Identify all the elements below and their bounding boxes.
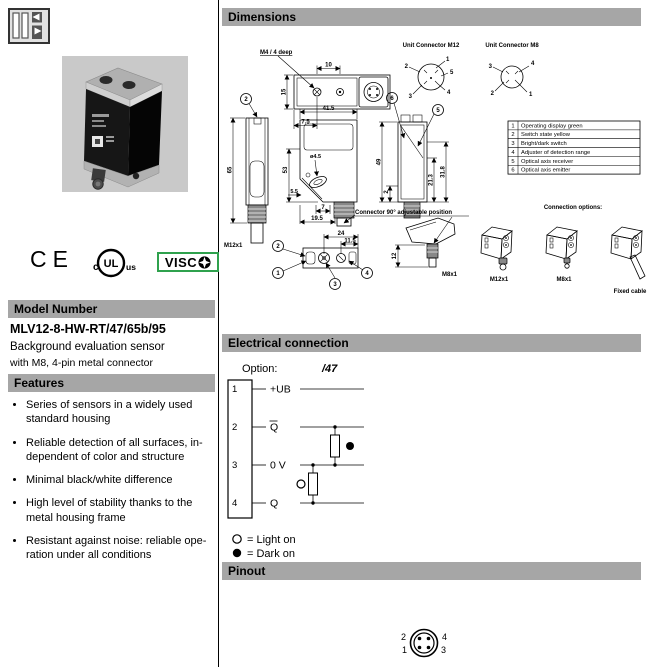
legend-row-text: Adjuster of detection range [521,149,591,156]
legend-row-text: Switch state yellow [521,132,570,139]
dark-on-dot [346,442,354,450]
pin-number-3: 3 [232,460,238,471]
model-description-line2: with M8, 4-pin metal connector [10,357,153,369]
legend-row-text: Bright/dark switch [521,141,567,148]
callout-5: 5 [436,108,440,115]
connection-options [481,205,647,295]
product-family-icon [8,8,50,44]
connection-option-m12-icon [481,227,512,270]
pin-number-2: 2 [232,422,238,433]
visco-text: VISC [164,254,198,270]
feature-item: • Reliable detection of all surfaces, in-dependent of color and structure [26,436,222,465]
callout-3: 3 [333,282,337,289]
electrical-connection-header: Electrical connection [222,334,641,352]
rotated-side-view-drawing [392,218,458,278]
connection-option-cable-icon [611,227,645,279]
pin-label-ub: +UB [270,383,291,396]
dim-24: 24 [337,231,345,237]
bottom-view-drawing [273,231,373,290]
pin-label-0v: 0 V [270,459,286,472]
dimensions-header: Dimensions [222,8,641,26]
callout-2: 2 [244,97,248,104]
dim-21-3: 21.3 [428,174,435,186]
m12-pin-4: 4 [447,90,451,96]
m8-pin-4: 4 [531,61,535,67]
legend-light-on: = Light on [247,534,296,546]
certification-marks [0,244,218,286]
dim-15: 15 [281,88,288,96]
side-view-drawing [224,94,268,250]
m8-pin-2: 2 [490,91,494,97]
dim-12: 12 [392,252,398,260]
legend-row-num: 6 [511,167,515,174]
callout-1: 1 [276,271,280,278]
visco-star-icon [198,256,211,269]
unit-connector-m8-diagram [485,43,539,98]
label-m4-deep: M4 / 4 deep [260,50,293,56]
ul-mark-letters: UL [103,258,119,270]
legend-row-num: 3 [511,141,515,148]
output-circuit [297,389,364,505]
callout-4: 4 [365,271,369,278]
legend-row-text: Optical axis emitter [521,167,571,174]
ul-mark-c: c [93,262,99,273]
dim-31-8: 31.8 [440,166,447,178]
right-view-drawing [377,93,450,219]
features-list [10,398,222,572]
option-label-m12x1: M12x1 [489,277,509,283]
legend-dark-on: = Dark on [247,548,295,560]
m8-pin-1: 1 [529,92,533,98]
feature-item: • Minimal black/white difference [26,473,222,487]
feature-item: • High level of stability thanks to the metal housing frame [26,496,222,525]
pinout-pin-2: 2 [400,632,406,642]
light-on-circle [297,480,305,488]
visco-badge [157,252,219,272]
connector-note [344,210,469,243]
unit-connector-m12-diagram [403,43,460,100]
dim-49: 49 [376,158,383,166]
dim-65: 65 [227,166,234,174]
light-on-symbol [233,535,241,543]
circuit-legend [233,534,296,560]
pin-label-q-inverted: Q [270,421,279,434]
legend-row-num: 2 [511,132,515,139]
callout-2: 2 [276,244,280,251]
m8-title: Unit Connector M8 [485,43,539,49]
legend-row-num: 5 [511,158,515,165]
legend-row-num: 1 [511,123,515,130]
thread-m12x1: M12x1 [224,243,243,249]
feature-item: • Series of sensors in a widely used standard housing [26,398,222,427]
legend-table [508,121,640,174]
dim-7: 7 [321,205,325,211]
dim-10: 10 [325,62,332,69]
m12-pin-3: 3 [408,94,412,100]
dim-5-5: 5.5 [290,189,298,195]
m12-title: Unit Connector M12 [402,43,460,49]
pin-label-q: Q [270,497,279,510]
features-header: Features [8,374,215,392]
legend-row-text: Optical axis receiver [521,158,574,165]
dim-4-5: ø4.5 [310,154,322,160]
pinout-diagram [222,580,648,665]
pinout-pin-1: 1 [401,645,407,655]
connection-options-title: Connection options: [543,205,603,211]
option-label-fixed-cable: Fixed cable [613,289,647,295]
option-label-m8x1: M8x1 [556,277,572,283]
callout-6: 6 [390,96,394,103]
note-connector-adjustable: Connector 90° adjustable position [355,210,453,216]
product-photo [62,56,188,192]
option-label: Option: [242,363,278,375]
pin-number-1: 1 [232,384,238,395]
option-value: /47 [322,363,338,375]
pin-number-4: 4 [232,498,238,509]
connection-option-m8-icon [546,227,577,268]
pinout-header: Pinout [222,562,641,580]
dim-11-5: 11.5 [344,238,356,245]
model-description-line1: Background evaluation sensor [10,341,165,353]
legend-row-text: Operating display green [521,123,583,130]
electrical-connection-diagram [222,356,648,560]
model-number: MLV12-8-HW-RT/47/65b/95 [10,322,166,336]
legend-row-num: 4 [511,149,515,156]
dimensions-drawing [222,30,648,330]
model-number-header: Model Number [8,300,215,318]
m12-pin-5: 5 [450,70,454,76]
top-view-drawing [260,50,390,129]
m12-pin-1: 1 [446,57,450,63]
dim-53: 53 [283,166,289,174]
dark-on-symbol [233,549,241,557]
ul-mark [86,244,138,282]
pinout-pin-4: 4 [442,632,448,642]
m12-pin-2: 2 [404,64,408,70]
dim-7-5: 7.5 [301,119,310,126]
feature-item: • Resistant against noise: reliable ope-ration under all conditions [26,534,222,563]
ce-mark: CE [30,246,74,272]
dim-2: 2 [384,190,390,194]
dim-19-5: 19.5 [311,216,323,222]
m8-pin-3: 3 [488,64,492,70]
thread-m8x1: M8x1 [442,272,458,278]
dim-41-5: 41.5 [322,106,335,112]
pinout-pin-3: 3 [441,645,447,655]
ul-mark-us: us [126,262,136,272]
